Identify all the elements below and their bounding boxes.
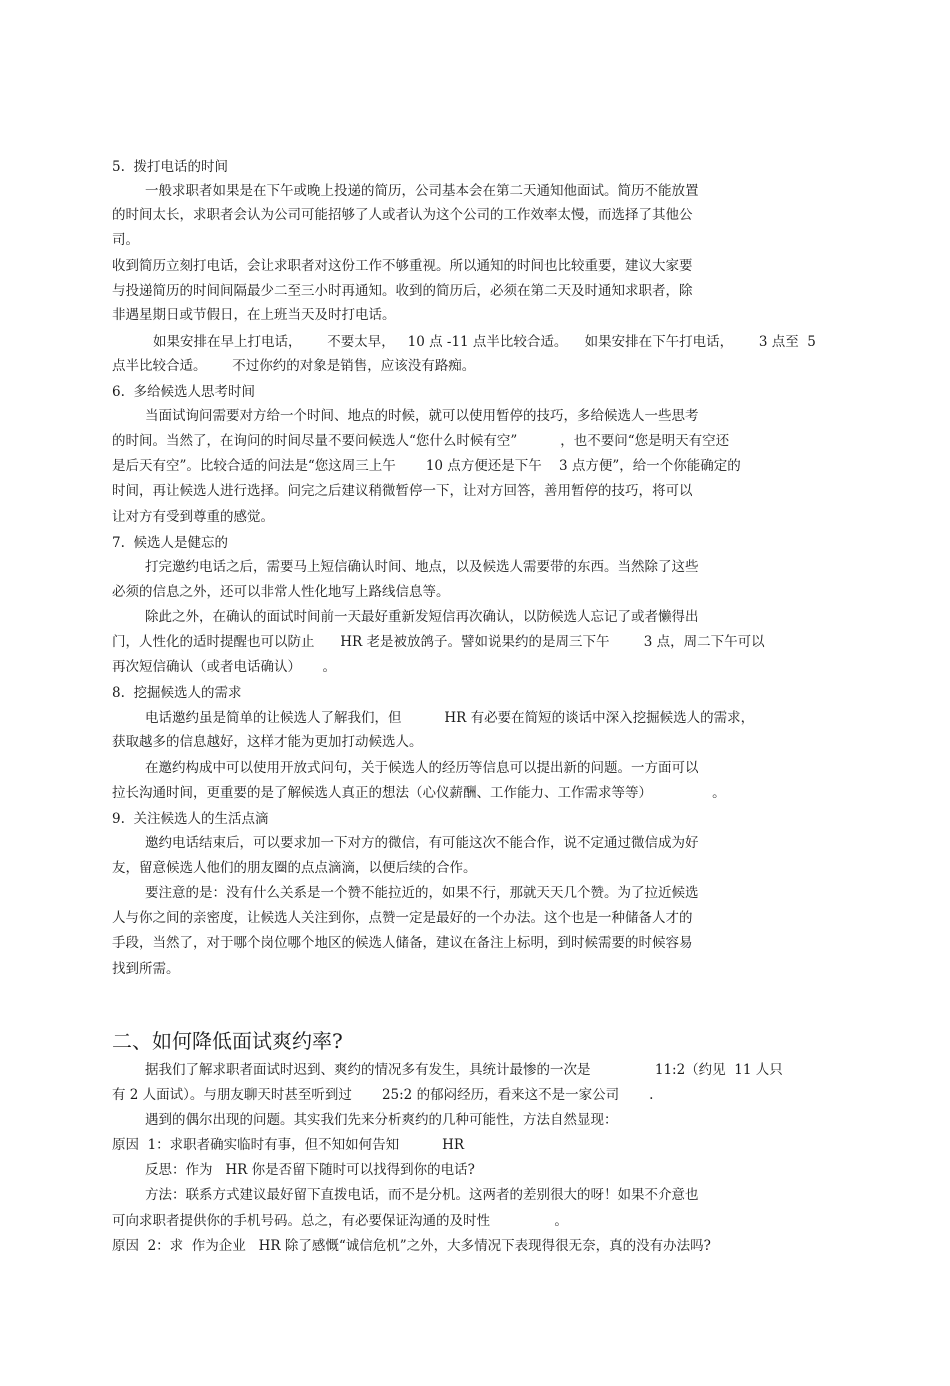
reason-1-line: 原因 1：求职者确实临时有事，但不知如何告知 HR bbox=[112, 1137, 465, 1153]
paragraph-line: 非遇星期日或节假日，在上班当天及时打电话。 bbox=[112, 307, 396, 323]
paragraph-line: 一般求职者如果是在下午或晚上投递的简历，公司基本会在第二天通知他面试。简历不能放置 bbox=[145, 183, 699, 199]
paragraph-line: 遇到的偶尔出现的问题。其实我们先来分析爽约的几种可能性，方法自然显现： bbox=[145, 1112, 618, 1128]
paragraph-line: 手段，当然了，对于哪个岗位哪个地区的候选人储备，建议在备注上标明，到时候需要的时候容易 bbox=[112, 935, 693, 951]
paragraph-line: 让对方有受到尊重的感觉。 bbox=[112, 509, 274, 525]
heading-part-2: 二、如何降低面试爽约率? bbox=[112, 1029, 343, 1053]
paragraph-line: 当面试询问需要对方给一个时间、地点的时候，就可以使用暂停的技巧，多给候选人一些思考 bbox=[145, 408, 699, 424]
paragraph-line: 除此之外，在确认的面试时间前一天最好重新发短信再次确认，以防候选人忘记了或者懒得出 bbox=[145, 609, 699, 625]
reason-2-line: 原因 2：求 作为企业 HR 除了感慨“诚信危机”之外，大多情况下表现得很无奈，真的没有办法吗? bbox=[112, 1238, 711, 1254]
paragraph-line: 拉长沟通时间，更重要的是了解候选人真正的想法（心仪薪酬、工作能力、工作需求等等） 。 bbox=[112, 785, 726, 801]
paragraph-line: 人与你之间的亲密度，让候选人关注到你，点赞一定是最好的一个办法。这个也是一种储备人才的 bbox=[112, 910, 693, 926]
paragraph-line: 找到所需。 bbox=[112, 961, 180, 977]
paragraph-line: 点半比较合适。 不过你约的对象是销售，应该没有路痴。 bbox=[112, 358, 476, 374]
paragraph-line: 据我们了解求职者面试时迟到、爽约的情况多有发生，具统计最惨的一次是 11:2（约见 11 人只 bbox=[145, 1062, 783, 1078]
paragraph-line: 是后天有空”。比较合适的问法是“您这周三上午 10 点方便还是下午 3 点方便”，给一个你能确定的 bbox=[112, 458, 741, 474]
paragraph-line: 与投递简历的时间间隔最少二至三小时再通知。收到的简历后，必须在第二天及时通知求职者，除 bbox=[112, 283, 693, 299]
paragraph-line: 打完邀约电话之后，需要马上短信确认时间、地点，以及候选人需要带的东西。当然除了这些 bbox=[145, 559, 699, 575]
paragraph-line: 的时间。当然了，在询问的时间尽量不要问候选人“您什么时候有空” ，也不要问“您是明天有空还 bbox=[112, 433, 730, 449]
heading-section-7: 7. 候选人是健忘的 bbox=[112, 535, 228, 551]
paragraph-line: 时间，再让候选人进行选择。问完之后建议稍微暂停一下，让对方回答，善用暂停的技巧，将可以 bbox=[112, 483, 693, 499]
paragraph-line: 司。 bbox=[112, 232, 139, 248]
paragraph-line: 门，人性化的适时提醒也可以防止 HR 老是被放鸽子。譬如说果约的是周三下午 3 点，周二下午可以 bbox=[112, 634, 765, 650]
heading-section-8: 8. 挖掘候选人的需求 bbox=[112, 685, 242, 701]
heading-section-5: 5. 拨打电话的时间 bbox=[112, 159, 228, 175]
paragraph-line: 获取越多的信息越好，这样才能为更加打动候选人。 bbox=[112, 734, 423, 750]
paragraph-line: 有 2 人面试）。与朋友聊天时甚至听到过 25:2 的郁闷经历，看来这不是一家公司 . bbox=[112, 1087, 654, 1103]
heading-section-6: 6. 多给候选人思考时间 bbox=[112, 384, 255, 400]
paragraph-line: 电话邀约虽是简单的让候选人了解我们，但 HR 有必要在简短的谈话中深入挖掘候选人的需求， bbox=[145, 710, 755, 726]
paragraph-line: 要注意的是：没有什么关系是一个赞不能拉近的，如果不行，那就天天几个赞。为了拉近候选 bbox=[145, 885, 699, 901]
paragraph-line: 方法：联系方式建议最好留下直拨电话，而不是分机。这两者的差别很大的呀！如果不介意也 bbox=[145, 1187, 699, 1203]
paragraph-line: 友，留意候选人他们的朋友圈的点点滴滴，以便后续的合作。 bbox=[112, 860, 477, 876]
paragraph-line: 在邀约构成中可以使用开放式问句，关于候选人的经历等信息可以提出新的问题。一方面可以 bbox=[145, 760, 699, 776]
paragraph-line: 的时间太长，求职者会认为公司可能招够了人或者认为这个公司的工作效率太慢，而选择了其他公 bbox=[112, 207, 693, 223]
paragraph-line: 如果安排在早上打电话， 不要太早， 10 点 -11 点半比较合适。 如果安排在下午打电话， 3 点至 5 bbox=[153, 334, 816, 350]
paragraph-line: 可向求职者提供你的手机号码。总之，有必要保证沟通的及时性 。 bbox=[112, 1213, 568, 1229]
paragraph-line: 必须的信息之外，还可以非常人性化地写上路线信息等。 bbox=[112, 584, 450, 600]
heading-section-9: 9. 关注候选人的生活点滴 bbox=[112, 811, 269, 827]
paragraph-line: 再次短信确认（或者电话确认） 。 bbox=[112, 659, 336, 675]
paragraph-line: 收到简历立刻打电话，会让求职者对这份工作不够重视。所以通知的时间也比较重要，建议大家要 bbox=[112, 258, 693, 274]
paragraph-line: 反思：作为 HR 你是否留下随时可以找得到你的电话? bbox=[145, 1162, 475, 1178]
paragraph-line: 邀约电话结束后，可以要求加一下对方的微信，有可能这次不能合作，说不定通过微信成为好 bbox=[145, 835, 699, 851]
